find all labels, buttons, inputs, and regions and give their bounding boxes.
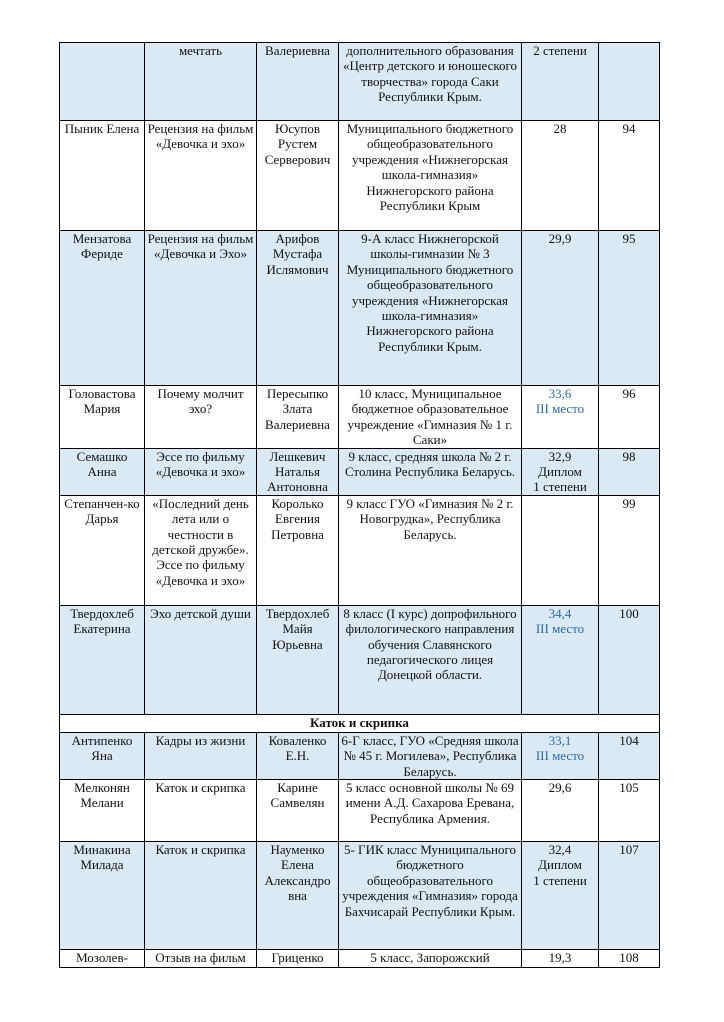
entry-number-cell: 99 [599, 495, 660, 605]
teacher-name-cell: Юсупов Рустем Серверович [257, 121, 339, 231]
score-cell [522, 950, 599, 968]
work-title-cell: Каток и скрипка [145, 842, 257, 950]
school-info-cell: 9 класс, средняя школа № 2 г. Столина Республика Беларусь. [339, 448, 522, 495]
teacher-name-cell: Гриценко [257, 950, 339, 968]
work-title-cell: Почему молчит эхо? [145, 386, 257, 449]
teacher-name-cell: Лешкевич Наталья Антоновна [257, 448, 339, 495]
work-title-cell: мечтать [145, 43, 257, 121]
entry-number-cell: 96 [599, 386, 660, 449]
score-line: III место [535, 621, 585, 637]
score-line: 33,6 [548, 386, 572, 401]
section-title: Каток и скрипка [60, 714, 660, 732]
school-info-cell: 5- ГИК класс Муниципального бюджетного общеобразовательного учреждения «Гимназия» города Бахчисарай Республики Крым. [339, 842, 522, 950]
table-row [60, 780, 660, 842]
table-row [60, 842, 660, 950]
participant-name-cell: Мелконян Мелани [60, 780, 145, 842]
school-info-cell: Муниципального бюджетного общеобразовательного учреждения «Нижнегорская школа-гимназия» Нижнегорского района Республики Крым [339, 121, 522, 231]
work-title-cell: Кадры из жизни [145, 732, 257, 779]
table-row [60, 495, 660, 605]
score-cell [522, 842, 599, 950]
score-cell [522, 231, 599, 386]
entry-number-cell: 105 [599, 780, 660, 842]
score-line: 2 степени [533, 43, 587, 58]
teacher-name-cell: Карине Самвелян [257, 780, 339, 842]
work-title-cell: Рецензия на фильм «Девочка и Эхо» [145, 231, 257, 386]
entry-number-cell: 95 [599, 231, 660, 386]
score-cell [522, 448, 599, 495]
score-line: 28 [553, 121, 567, 136]
participant-name-cell: Мозолев- [60, 950, 145, 968]
participant-name-cell: Пыник Елена [60, 121, 145, 231]
entry-number-cell [599, 43, 660, 121]
table-row [60, 448, 660, 495]
score-line: 29,6 [548, 780, 572, 796]
participant-name-cell: Мензатова Феридe [60, 231, 145, 386]
score-cell [522, 121, 599, 231]
score-line: 1 степени [533, 872, 587, 888]
score-line: 32,4 [548, 842, 572, 858]
work-title-cell: Эхо детской души [145, 605, 257, 714]
score-line: 33,1 [548, 732, 572, 748]
school-info-cell: 9 класс ГУО «Гимназия № 2 г. Новогрудка», Республика Беларусь. [339, 495, 522, 605]
score-line: III место [535, 401, 585, 417]
work-title-cell: Эссе по фильму «Девочка и эхо» [145, 448, 257, 495]
score-cell [522, 386, 599, 449]
work-title-cell: Отзыв на фильм [145, 950, 257, 968]
score-line: Диплом [538, 464, 582, 480]
entry-number-cell: 100 [599, 605, 660, 714]
entry-number-cell: 104 [599, 732, 660, 779]
score-line: 19,3 [548, 950, 572, 966]
participant-name-cell: Степанчен-ко Дарья [60, 495, 145, 605]
teacher-name-cell: Арифов Мустафа Ислямович [257, 231, 339, 386]
work-title-cell: «Последний день лета или о честности в детской дружбе». Эссе по фильму «Девочка и эхо» [145, 495, 257, 605]
section-header-row [60, 714, 660, 732]
participant-name-cell: Минакина Милада [60, 842, 145, 950]
table-row [60, 231, 660, 386]
participant-name-cell: Головастова Мария [60, 386, 145, 449]
participant-name-cell [60, 43, 145, 121]
results-table [59, 42, 660, 968]
score-line: 34,4 [548, 605, 572, 621]
work-title-cell: Рецензия на фильм «Девочка и эхо» [145, 121, 257, 231]
participant-name-cell: Антипенко Яна [60, 732, 145, 779]
teacher-name-cell: Королько Евгения Петровна [257, 495, 339, 605]
teacher-name-cell: Пересыпко Злата Валериевна [257, 386, 339, 449]
table-row [60, 121, 660, 231]
participant-name-cell: Твердохлеб Екатерина [60, 605, 145, 714]
score-cell [522, 780, 599, 842]
school-info-cell: 8 класс (I курс) допрофильного филологического направления обучения Славянского педагогического лицея Донецкой области. [339, 605, 522, 714]
entry-number-cell: 108 [599, 950, 660, 968]
school-info-cell: 10 класс, Муниципальное бюджетное образовательное учреждение «Гимназия № 1 г. Саки» [339, 386, 522, 449]
school-info-cell: 6-Г класс, ГУО «Средняя школа № 45 г. Могилева», Республика Беларусь. [339, 732, 522, 779]
entry-number-cell: 98 [599, 448, 660, 495]
table-row [60, 43, 660, 121]
entry-number-cell: 107 [599, 842, 660, 950]
school-info-cell: 5 класс основной школы № 69 имени А.Д. Сахарова Еревана, Республика Армения. [339, 780, 522, 842]
results-table-body [60, 43, 660, 968]
table-row [60, 605, 660, 714]
teacher-name-cell: Твердохлеб Майя Юрьевна [257, 605, 339, 714]
score-line: 32,9 [548, 448, 572, 464]
score-line: 1 степени [533, 479, 587, 495]
school-info-cell: дополнительного образования «Центр детского и юношеского творчества» города Саки Республики Крым. [339, 43, 522, 121]
work-title-cell: Каток и скрипка [145, 780, 257, 842]
school-info-cell: 5 класс, Запорожский [339, 950, 522, 968]
score-line: 29,9 [548, 231, 572, 246]
teacher-name-cell: Валериевна [257, 43, 339, 121]
participant-name-cell: Семашко Анна [60, 448, 145, 495]
table-row [60, 950, 660, 968]
score-line: III место [535, 748, 585, 764]
teacher-name-cell: Науменко Елена Александро вна [257, 842, 339, 950]
teacher-name-cell: Коваленко Е.Н. [257, 732, 339, 779]
score-line: Диплом [538, 857, 582, 873]
school-info-cell: 9-А класс Нижнегорской школы-гимназии № 3 Муниципального бюджетного общеобразовательного учреждения «Нижнегорская школа-гимназия» Нижнегорского района Республики Крым. [339, 231, 522, 386]
score-cell [522, 732, 599, 779]
entry-number-cell: 94 [599, 121, 660, 231]
score-cell [522, 605, 599, 714]
table-row [60, 732, 660, 779]
score-cell [522, 43, 599, 121]
table-row [60, 386, 660, 449]
score-cell [522, 495, 599, 605]
